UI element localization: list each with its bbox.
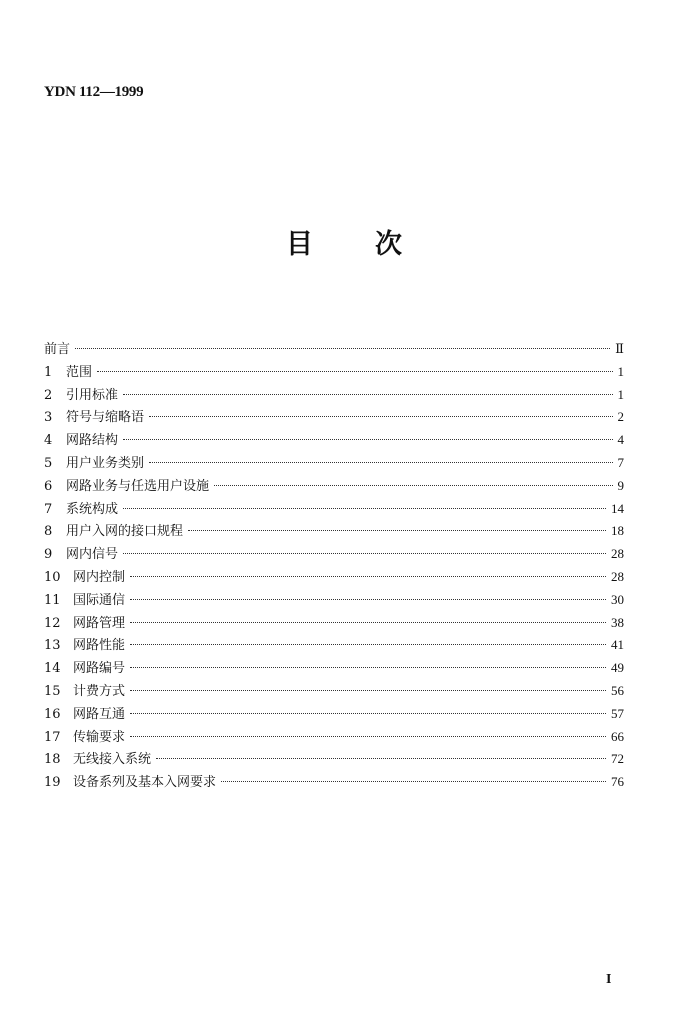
toc-entry-label: 计费方式 xyxy=(73,683,126,699)
dot-leader xyxy=(130,690,606,691)
toc-entry-label: 网路结构 xyxy=(66,433,119,449)
toc-entry-label: 网路性能 xyxy=(73,638,126,654)
toc-entry-label: 设备系列及基本入网要求 xyxy=(73,775,217,791)
toc-entry[interactable] xyxy=(44,566,624,589)
toc-entry-label: 符号与缩略语 xyxy=(66,410,145,426)
dot-leader xyxy=(130,736,606,737)
toc-entry[interactable] xyxy=(44,452,624,475)
toc-entry-page: 18 xyxy=(611,523,624,539)
toc-entry-page: 1 xyxy=(617,386,624,402)
toc-entry[interactable] xyxy=(44,748,624,771)
page-title xyxy=(0,222,688,261)
toc-entry-label: 网路互通 xyxy=(73,706,126,722)
toc-entry-page: 4 xyxy=(617,432,624,448)
toc-entry-number: 14 xyxy=(44,661,61,677)
toc-entry-label: 网路业务与任选用户设施 xyxy=(66,478,210,494)
toc-entry-label: 引用标准 xyxy=(66,387,119,403)
toc-entry-page: 49 xyxy=(611,660,624,676)
toc-entry[interactable] xyxy=(44,612,624,635)
toc-entry[interactable] xyxy=(44,657,624,680)
dot-leader xyxy=(75,348,610,349)
dot-leader xyxy=(156,758,606,759)
table-of-contents xyxy=(44,338,624,794)
dot-leader xyxy=(130,576,606,577)
toc-entry[interactable] xyxy=(44,384,624,407)
toc-entry-label: 网路编号 xyxy=(73,661,126,677)
toc-entry[interactable] xyxy=(44,520,624,543)
toc-entry-label: 网路管理 xyxy=(73,615,126,631)
toc-entry-page: 66 xyxy=(611,728,624,744)
toc-entry-page: 1 xyxy=(617,363,624,379)
toc-entry[interactable] xyxy=(44,429,624,452)
title-char-1: 目 xyxy=(286,229,313,260)
toc-entry[interactable] xyxy=(44,634,624,657)
toc-entry-number: 3 xyxy=(44,410,53,426)
toc-entry[interactable] xyxy=(44,475,624,498)
toc-entry-number: 9 xyxy=(44,547,53,563)
toc-entry-page: 30 xyxy=(611,591,624,607)
toc-entry-label: 范围 xyxy=(66,364,93,380)
toc-entry-number: 16 xyxy=(44,706,61,722)
toc-entry-number: 11 xyxy=(44,592,61,608)
toc-entry-label: 用户入网的接口规程 xyxy=(66,524,184,540)
dot-leader xyxy=(221,781,606,782)
toc-entry-page: 9 xyxy=(617,477,624,493)
toc-entry[interactable] xyxy=(44,703,624,726)
toc-entry-number: 1 xyxy=(44,364,53,380)
dot-leader xyxy=(188,530,606,531)
toc-entry-number: 8 xyxy=(44,524,53,540)
toc-entry[interactable] xyxy=(44,726,624,749)
toc-entry-number: 12 xyxy=(44,615,61,631)
dot-leader xyxy=(214,485,612,486)
toc-entry-number: 4 xyxy=(44,433,53,449)
dot-leader xyxy=(97,371,612,372)
toc-entry-page: 41 xyxy=(611,637,624,653)
title-char-2: 次 xyxy=(375,229,402,260)
toc-entry-page: 38 xyxy=(611,614,624,630)
toc-entry-page: 28 xyxy=(611,568,624,584)
toc-entry-number: 6 xyxy=(44,478,53,494)
toc-entry-label: 网内控制 xyxy=(73,569,126,585)
dot-leader xyxy=(123,553,606,554)
toc-entry-number: 18 xyxy=(44,752,61,768)
dot-leader xyxy=(123,508,606,509)
toc-entry[interactable] xyxy=(44,338,624,361)
toc-entry-number: 17 xyxy=(44,729,61,745)
toc-entry[interactable] xyxy=(44,589,624,612)
toc-entry-number: 10 xyxy=(44,569,61,585)
toc-entry-page: 76 xyxy=(611,774,624,790)
toc-entry-page: 7 xyxy=(617,454,624,470)
dot-leader xyxy=(123,439,612,440)
page-number: I xyxy=(606,972,612,987)
toc-entry-page: 72 xyxy=(611,751,624,767)
dot-leader xyxy=(130,667,606,668)
toc-entry-page: 2 xyxy=(617,409,624,425)
toc-entry[interactable] xyxy=(44,498,624,521)
dot-leader xyxy=(130,599,606,600)
toc-entry-label: 无线接入系统 xyxy=(73,752,152,768)
dot-leader xyxy=(130,622,606,623)
toc-entry-page: 57 xyxy=(611,705,624,721)
toc-entry-label: 传输要求 xyxy=(73,729,126,745)
document-code: YDN 112—1999 xyxy=(44,84,144,100)
toc-entry-number: 2 xyxy=(44,387,53,403)
toc-entry[interactable] xyxy=(44,680,624,703)
toc-entry-label: 用户业务类别 xyxy=(66,455,145,471)
toc-entry-page: 14 xyxy=(611,500,624,516)
toc-entry[interactable] xyxy=(44,543,624,566)
toc-entry-page: Ⅱ xyxy=(615,341,624,356)
toc-entry-label: 前言 xyxy=(44,342,71,357)
toc-entry-label: 国际通信 xyxy=(73,592,126,608)
dot-leader xyxy=(123,394,612,395)
toc-entry[interactable] xyxy=(44,771,624,794)
toc-entry-number: 15 xyxy=(44,683,61,699)
toc-entry-number: 5 xyxy=(44,455,53,471)
toc-entry-label: 网内信号 xyxy=(66,547,119,563)
dot-leader xyxy=(130,644,606,645)
toc-entry-number: 13 xyxy=(44,638,61,654)
toc-entry[interactable] xyxy=(44,361,624,384)
dot-leader xyxy=(149,416,612,417)
toc-entry-number: 7 xyxy=(44,501,53,517)
toc-entry[interactable] xyxy=(44,406,624,429)
dot-leader xyxy=(149,462,612,463)
toc-entry-number: 19 xyxy=(44,775,61,791)
toc-entry-page: 56 xyxy=(611,682,624,698)
toc-entry-label: 系统构成 xyxy=(66,501,119,517)
dot-leader xyxy=(130,713,606,714)
toc-entry-page: 28 xyxy=(611,546,624,562)
